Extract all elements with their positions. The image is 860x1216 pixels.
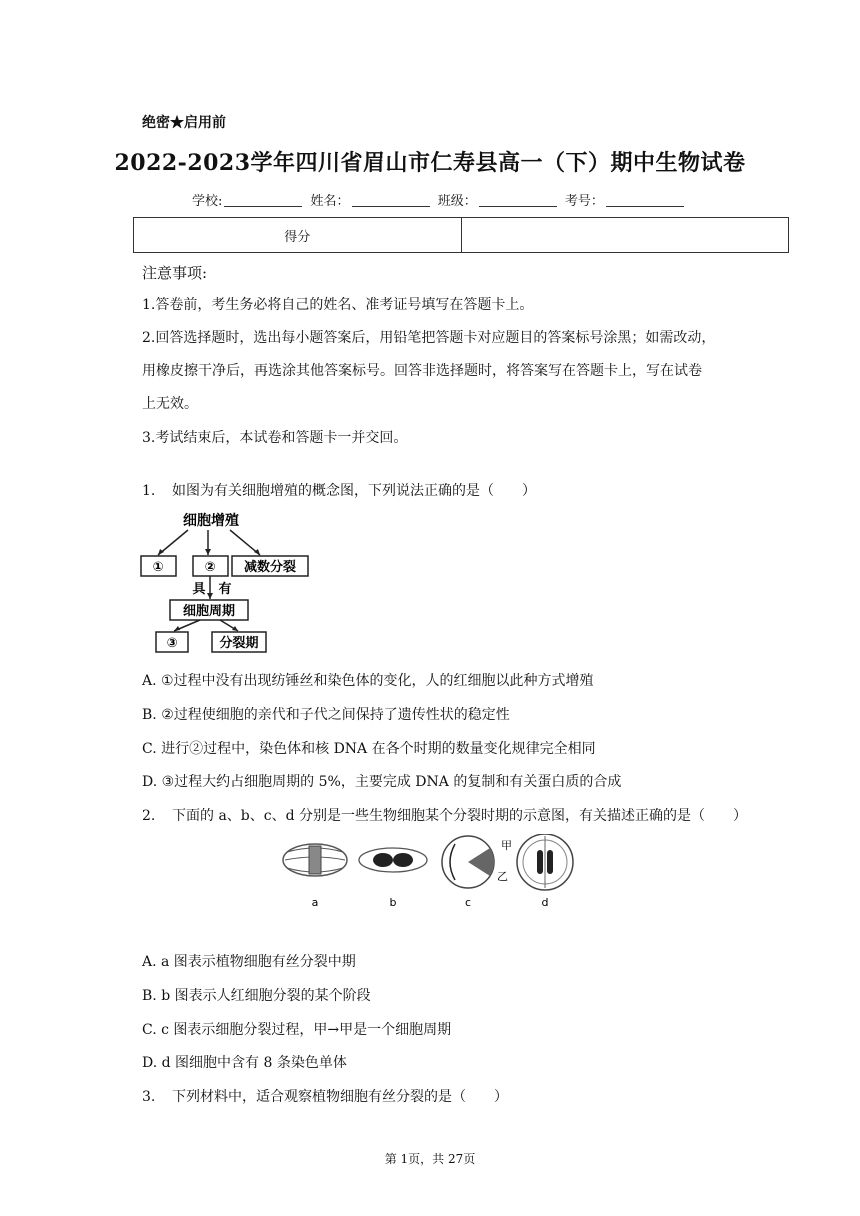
figure-c-yi-label: 乙 [497,870,508,883]
name-blank [352,194,430,207]
question-3-stem [142,1087,508,1107]
figure-d [517,834,573,890]
question-2-option-d: D. d 图细胞中含有 8 条染色单体 [142,1055,347,1071]
question-1-option-d: D. ③过程大约占细胞周期的 5%，主要完成 DNA 的复制和有关蛋白质的合成 [142,774,622,790]
question-1-option-b: B. ②过程使细胞的亲代和子代之间保持了遗传性状的稳定性 [142,707,510,723]
question-number: 3. [142,1089,156,1105]
student-info-line [192,190,688,209]
figure-d-label: d [541,896,549,909]
concept-edge-label: 具 有 [192,582,232,597]
concept-3-label: ③ [166,636,178,651]
question-text: 如图为有关细胞增殖的概念图，下列说法正确的是（ ） [172,483,536,499]
question-2-option-c: C. c 图表示细胞分裂过程，甲→甲是一个细胞周期 [142,1022,452,1038]
question-1-option-a: A. ①过程中没有出现纺锤丝和染色体的变化，人的红细胞以此种方式增殖 [142,673,594,689]
class-blank [479,194,557,207]
score-label-cell: 得分 [284,229,311,245]
question-text: 下列材料中，适合观察植物细胞有丝分裂的是（ ） [172,1089,508,1105]
question-number: 2. [142,808,156,824]
exam-no-label: 考号： [564,194,604,209]
cell-proliferation-concept-map [140,508,320,658]
concept-meiosis-label: 减数分裂 [243,560,297,575]
figure-a-label: a [311,896,319,909]
confidential-label: 绝密★启用前 [142,115,226,131]
concept-root: 细胞增殖 [183,513,239,529]
figure-b-label: b [389,896,397,909]
name-label: 姓名： [310,194,350,209]
figure-c-jia-label: 甲 [501,839,512,852]
note-line: 2.回答选择题时，选出每小题答案后，用铅笔把答题卡对应题目的答案标号涂黑；如需改动， [142,330,716,346]
question-2-option-b: B. b 图表示人红细胞分裂的某个阶段 [142,988,371,1004]
concept-cell-cycle-label: 细胞周期 [182,604,236,619]
concept-2-label: ② [204,560,216,575]
question-1-option-c: C. 进行②过程中，染色体和核 DNA 在各个时期的数量变化规律完全相同 [142,741,596,757]
figure-b [359,848,427,872]
cell-division-figures [275,834,585,914]
score-table [133,217,789,253]
question-2-stem [142,806,747,826]
figure-a [283,844,347,876]
concept-1-label: ① [152,560,164,575]
exam-no-blank [606,194,684,207]
question-2-option-a: A. a 图表示植物细胞有丝分裂中期 [142,954,356,970]
score-value-cell [461,218,789,252]
question-1-stem [142,481,536,501]
note-line: 1.答卷前，考生务必将自己的姓名、准考证号填写在答题卡上。 [142,297,534,313]
exam-title: 2022-2023学年四川省眉山市仁寿县高一（下）期中生物试卷 [114,150,746,176]
question-text: 下面的 a、b、c、d 分别是一些生物细胞某个分裂时期的示意图，有关描述正确的是（ ） [172,808,748,824]
note-line: 3.考试结束后，本试卷和答题卡一并交回。 [142,430,408,446]
notes-heading: 注意事项: [142,264,208,282]
class-label: 班级： [437,194,477,209]
concept-division-phase-label: 分裂期 [219,636,259,651]
figure-c-label: c [464,896,472,909]
note-line: 用橡皮擦干净后，再选涂其他答案标号。回答非选择题时，将答案写在答题卡上，写在试卷 [142,363,702,379]
school-label: 学校: [192,194,223,209]
page-footer: 第 1页，共 27页 [384,1152,476,1166]
school-blank [224,194,302,207]
note-line: 上无效。 [142,396,198,412]
figure-c [442,836,494,888]
question-number: 1. [142,483,156,499]
